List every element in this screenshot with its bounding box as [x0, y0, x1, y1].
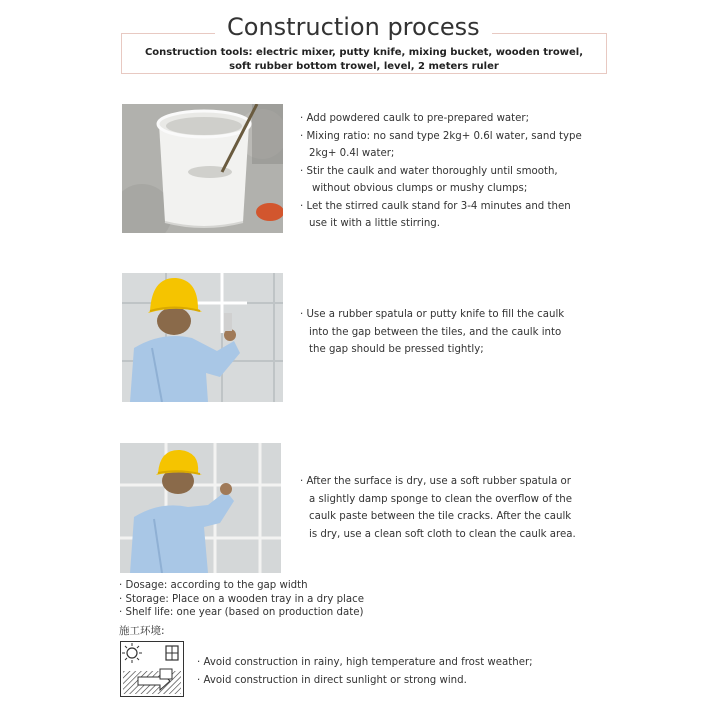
step-1-line-1: · Add powdered caulk to pre-prepared water;	[300, 113, 530, 124]
worker-cleaning-tiles-photo	[120, 443, 281, 573]
step-3-line-1: · After the surface is dry, use a soft rubber spatula or	[300, 476, 571, 487]
weather-conditions-icon	[120, 641, 184, 697]
step-2-text	[300, 306, 564, 359]
page-title: Construction process	[215, 12, 492, 42]
step-3-line-2: a slightly damp sponge to clean the overflow of the	[309, 493, 573, 505]
step-3-line-3: caulk paste between the tile cracks. After the caulk	[309, 511, 572, 522]
step-1-line-4: · Stir the caulk and water thoroughly until smooth,	[300, 165, 558, 177]
step-1-line-2: · Mixing ratio: no sand type 2kg+ 0.6l water, sand type	[300, 130, 582, 142]
shelf-life-note: · Shelf life: one year (based on production date)	[119, 607, 364, 618]
environment-label: 施工环境:	[119, 625, 165, 637]
environment-line-2: · Avoid construction in direct sunlight or strong wind.	[197, 675, 467, 686]
step-1-line-6: · Let the stirred caulk stand for 3-4 minutes and then	[300, 200, 571, 212]
step-1-text	[300, 110, 582, 233]
step-2-line-3: the gap should be pressed tightly;	[309, 344, 484, 355]
environment-notes	[197, 654, 533, 690]
dosage-note: · Dosage: according to the gap width	[119, 580, 308, 591]
step-1-line-3: 2kg+ 0.4l water;	[309, 148, 395, 159]
tools-list	[125, 46, 603, 74]
step-3-text	[300, 473, 576, 543]
step-1-line-7: use it with a little stirring.	[309, 218, 440, 229]
storage-note: · Storage: Place on a wooden tray in a dry place	[119, 593, 364, 605]
product-notes	[119, 579, 364, 620]
tools-line-2: soft rubber bottom trowel, level, 2 meters ruler	[229, 61, 499, 72]
tools-line-1: Construction tools: electric mixer, putty knife, mixing bucket, wooden trowel,	[144, 47, 584, 58]
step-2-line-2: into the gap between the tiles, and the caulk into	[309, 326, 562, 338]
step-3-line-4: is dry, use a clean soft cloth to clean the caulk area.	[309, 528, 576, 540]
mixing-bucket-photo	[122, 104, 283, 233]
step-1-line-5: without obvious clumps or mushy clumps;	[312, 183, 528, 194]
worker-filling-joints-photo	[122, 273, 283, 402]
environment-line-1: · Avoid construction in rainy, high temperature and frost weather;	[197, 657, 533, 668]
step-2-line-1: · Use a rubber spatula or putty knife to fill the caulk	[300, 309, 565, 320]
